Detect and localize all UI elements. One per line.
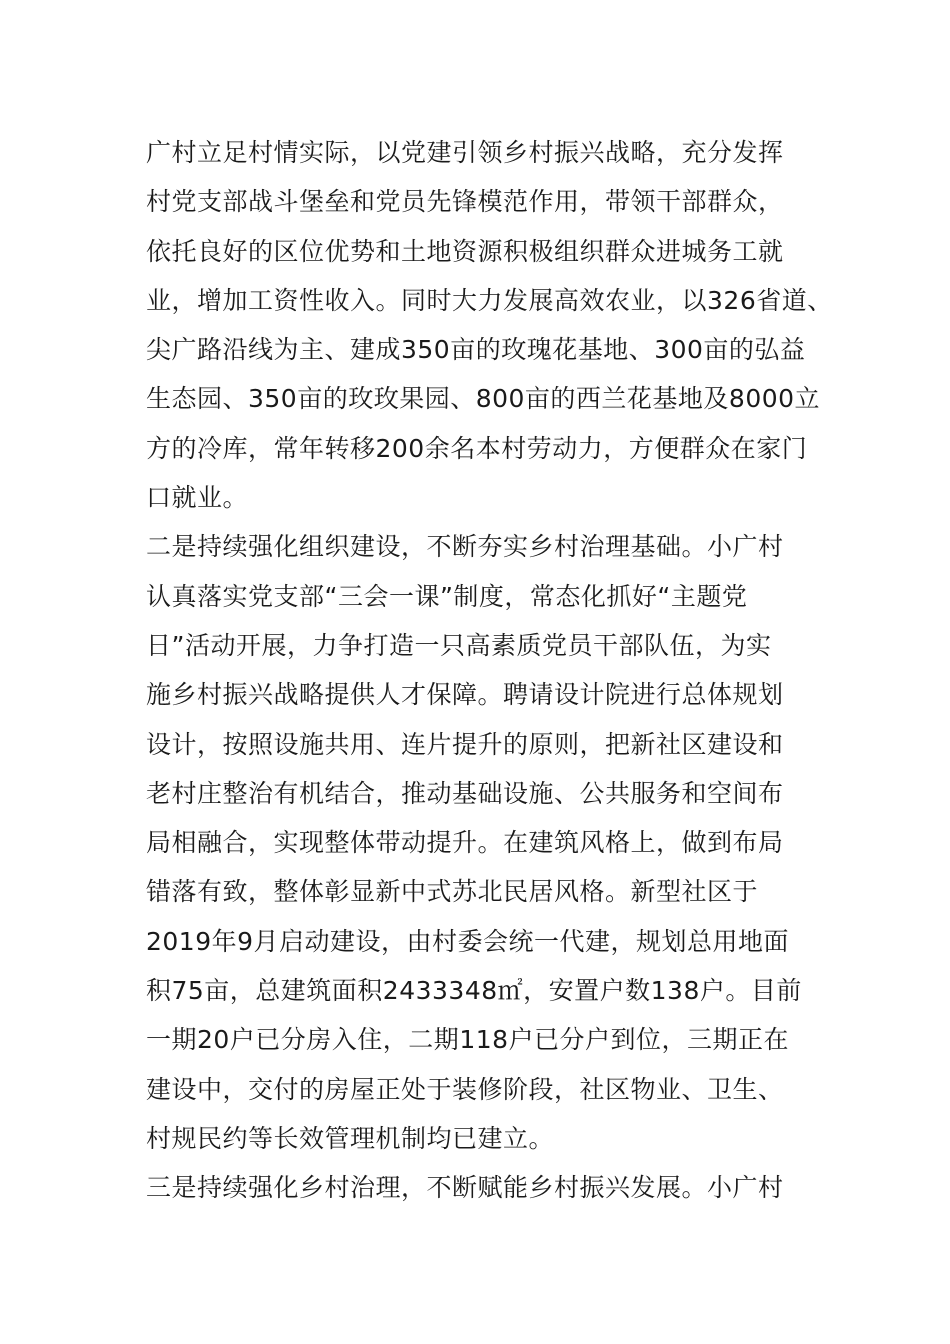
text-line: 三是持续强化乡村治理，不断赋能乡村振兴发展。小广村 [146, 1173, 784, 1203]
text-line: 认真落实党支部“三会一课”制度，常态化抓好“主题党 [146, 581, 748, 611]
text-line: 生态园、350亩的玫玫果园、800亩的西兰花基地及8000立 [146, 384, 821, 414]
text-line: 2019年9月启动建设，由村委会统一代建，规划总用地面 [146, 926, 790, 956]
text-line: 村规民约等长效管理机制均已建立。 [146, 1123, 555, 1153]
text-line: 局相融合，实现整体带动提升。在建筑风格上，做到布局 [146, 828, 784, 858]
text-line: 一期20户已分房入住，二期118户已分户到位，三期正在 [146, 1025, 790, 1055]
text-line: 错落有致，整体彰显新中式苏北民居风格。新型社区于 [146, 877, 759, 907]
text-line: 施乡村振兴战略提供人才保障。聘请设计院进行总体规划 [146, 680, 784, 710]
text-line: 依托良好的区位优势和土地资源积极组织群众进城务工就 [146, 236, 784, 266]
text-line: 村党支部战斗堡垒和党员先锋模范作用，带领干部群众， [146, 187, 784, 217]
text-line: 建设中，交付的房屋正处于装修阶段，社区物业、卫生、 [146, 1074, 784, 1104]
text-line: 广村立足村情实际，以党建引领乡村振兴战略，充分发挥 [146, 138, 784, 167]
text-line: 日”活动开展，力争打造一只高素质党员干部队伍，为实 [146, 630, 772, 660]
body-text [146, 128, 866, 1213]
text-line: 积75亩，总建筑面积2433348㎡，安置户数138户。目前 [146, 976, 802, 1006]
text-line: 二是持续强化组织建设，不断夯实乡村治理基础。小广村 [146, 532, 784, 562]
text-line: 方的冷库，常年转移200余名本村劳动力，方便群众在家门 [146, 433, 808, 463]
text-line: 业，增加工资性收入。同时大力发展高效农业，以326省道、 [146, 285, 833, 315]
text-line: 设计，按照设施共用、连片提升的原则，把新社区建设和 [146, 729, 784, 759]
text-line: 老村庄整治有机结合，推动基础设施、公共服务和空间布 [146, 778, 784, 808]
text-line: 口就业。 [146, 483, 249, 513]
text-line: 尖广路沿线为主、建成350亩的玫瑰花基地、300亩的弘益 [146, 335, 806, 365]
